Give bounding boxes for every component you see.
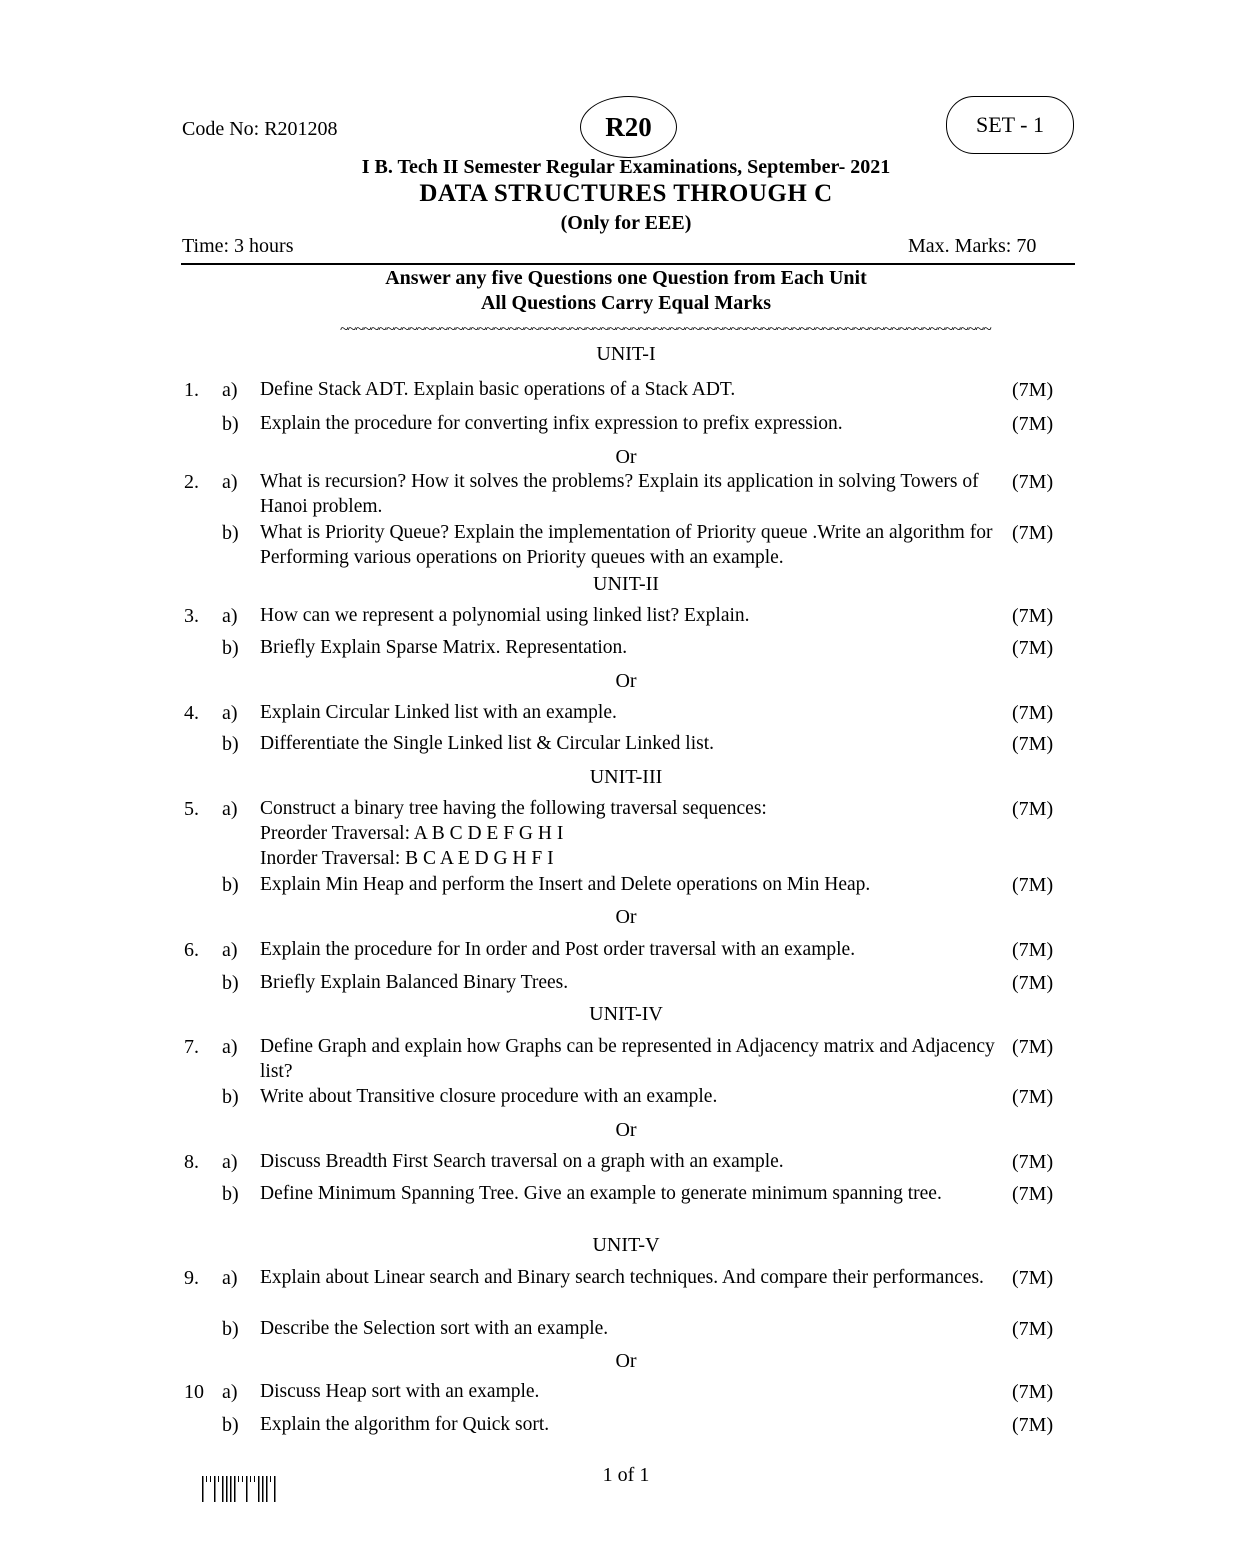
part-label: b) — [222, 1318, 239, 1340]
part-label: a) — [222, 1381, 238, 1403]
question-text: What is Priority Queue? Explain the implementation of Priority queue .Write an algorithm for Performing various operations on Priority queues with an example. — [260, 522, 993, 568]
question-number: 9. — [184, 1267, 199, 1289]
question-marks: (7M) — [1012, 702, 1054, 724]
question-marks: (7M) — [1012, 939, 1054, 961]
page-number: 1 of 1 — [602, 1464, 650, 1486]
question-text: How can we represent a polynomial using linked list? Explain. — [260, 605, 750, 626]
question-marks: (7M) — [1012, 1267, 1054, 1289]
question-number: 6. — [184, 939, 199, 961]
question-marks: (7M) — [1012, 1086, 1054, 1108]
part-label: a) — [222, 939, 238, 961]
question-marks: (7M) — [1012, 798, 1054, 820]
or-separator: Or — [615, 1119, 637, 1141]
question-text: Explain about Linear search and Binary search techniques. And compare their performances. — [260, 1267, 984, 1288]
part-label: a) — [222, 605, 238, 627]
question-text: Define Graph and explain how Graphs can be represented in Adjacency matrix and Adjacency list? — [260, 1036, 995, 1082]
part-label: b) — [222, 874, 239, 896]
part-label: b) — [222, 733, 239, 755]
question-marks: (7M) — [1012, 972, 1054, 994]
part-label: b) — [222, 522, 239, 544]
unit-heading: UNIT-II — [593, 573, 659, 595]
question-text: Explain Min Heap and perform the Insert and Delete operations on Min Heap. — [260, 874, 871, 895]
set-badge: SET - 1 — [946, 96, 1074, 154]
question-number: 3. — [184, 605, 199, 627]
part-label: b) — [222, 1414, 239, 1436]
question-marks: (7M) — [1012, 522, 1054, 544]
header-rule — [181, 263, 1075, 265]
inorder-line: Inorder Traversal: B C A E D G H F I — [260, 848, 554, 869]
part-label: b) — [222, 1086, 239, 1108]
question-text: Discuss Breadth First Search traversal on a graph with an example. — [260, 1151, 784, 1172]
instruction-line-2: All Questions Carry Equal Marks — [480, 292, 772, 314]
question-text: Define Minimum Spanning Tree. Give an example to generate minimum spanning tree. — [260, 1183, 942, 1204]
unit-heading: UNIT-I — [596, 343, 656, 365]
or-separator: Or — [615, 906, 637, 928]
question-number: 10 — [184, 1381, 204, 1403]
question-text: Define Stack ADT. Explain basic operations of a Stack ADT. — [260, 379, 736, 400]
question-marks: (7M) — [1012, 471, 1054, 493]
question-text: Explain the procedure for In order and Post order traversal with an example. — [260, 939, 856, 960]
max-marks: Max. Marks: 70 — [908, 235, 1037, 257]
question-marks: (7M) — [1012, 1414, 1054, 1436]
tilde-separator: ~~~~~~~~~~~~~~~~~~~~~~~~~~~~~~~~~~~~~~~~~~~~~~~~~~~~~~~~~~~~~~~~~~~~~~~~~~~~~~~~~~~~~ — [340, 321, 991, 338]
part-label: a) — [222, 1151, 238, 1173]
or-separator: Or — [615, 1350, 637, 1372]
unit-heading: UNIT-IV — [589, 1003, 663, 1025]
barcode-image — [200, 1474, 320, 1504]
question-number: 4. — [184, 702, 199, 724]
question-text: Write about Transitive closure procedure with an example. — [260, 1086, 718, 1107]
question-marks: (7M) — [1012, 1381, 1054, 1403]
question-text: Explain Circular Linked list with an example. — [260, 702, 617, 723]
question-marks: (7M) — [1012, 1151, 1054, 1173]
regulation-badge: R20 — [580, 96, 677, 158]
question-text: Briefly Explain Balanced Binary Trees. — [260, 972, 569, 993]
question-number: 1. — [184, 379, 199, 401]
question-number: 2. — [184, 471, 199, 493]
question-text: Explain the algorithm for Quick sort. — [260, 1414, 550, 1435]
part-label: a) — [222, 1267, 238, 1289]
part-label: b) — [222, 1183, 239, 1205]
question-marks: (7M) — [1012, 733, 1054, 755]
question-text: Explain the procedure for converting infix expression to prefix expression. — [260, 413, 843, 434]
unit-heading: UNIT-V — [592, 1234, 660, 1256]
part-label: a) — [222, 1036, 238, 1058]
unit-heading: UNIT-III — [589, 766, 663, 788]
part-label: b) — [222, 972, 239, 994]
exam-time: Time: 3 hours — [182, 235, 294, 257]
part-label: b) — [222, 637, 239, 659]
instruction-line-1: Answer any five Questions one Question from Each Unit — [385, 267, 867, 289]
question-marks: (7M) — [1012, 1036, 1054, 1058]
question-number: 5. — [184, 798, 199, 820]
question-number: 7. — [184, 1036, 199, 1058]
question-text: Discuss Heap sort with an example. — [260, 1381, 540, 1402]
question-marks: (7M) — [1012, 379, 1054, 401]
question-text — [260, 796, 1000, 871]
question-marks: (7M) — [1012, 637, 1054, 659]
question-marks: (7M) — [1012, 413, 1054, 435]
question-marks: (7M) — [1012, 1183, 1054, 1205]
question-number: 8. — [184, 1151, 199, 1173]
subject-title: DATA STRUCTURES THROUGH C — [419, 180, 833, 207]
question-text: Differentiate the Single Linked list & Circular Linked list. — [260, 733, 714, 754]
or-separator: Or — [615, 446, 637, 468]
question-marks: (7M) — [1012, 605, 1054, 627]
question-text-line: Construct a binary tree having the following traversal sequences: — [260, 798, 767, 819]
question-text: What is recursion? How it solves the problems? Explain its application in solving Towers of Hanoi problem. — [260, 471, 979, 517]
or-separator: Or — [615, 670, 637, 692]
branch-line: (Only for EEE) — [560, 212, 692, 234]
part-label: a) — [222, 798, 238, 820]
part-label: a) — [222, 471, 238, 493]
part-label: a) — [222, 379, 238, 401]
semester-line: I B. Tech II Semester Regular Examinations, September- 2021 — [361, 156, 891, 178]
question-text: Describe the Selection sort with an example. — [260, 1318, 609, 1339]
part-label: a) — [222, 702, 238, 724]
question-marks: (7M) — [1012, 1318, 1054, 1340]
code-number: Code No: R201208 — [182, 118, 338, 140]
question-text: Briefly Explain Sparse Matrix. Representation. — [260, 637, 628, 658]
question-marks: (7M) — [1012, 874, 1054, 896]
part-label: b) — [222, 413, 239, 435]
preorder-line: Preorder Traversal: A B C D E F G H I — [260, 823, 564, 844]
